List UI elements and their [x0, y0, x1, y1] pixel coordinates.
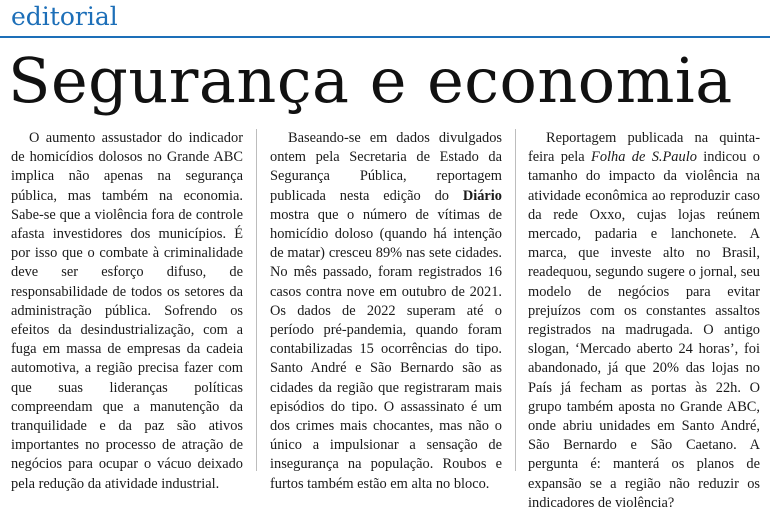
column-3-text-start: Reportagem publicada na quinta-feira pela	[528, 130, 760, 166]
column-2-paragraph	[270, 129, 502, 494]
section-divider	[0, 36, 770, 38]
column-divider-1	[256, 129, 257, 471]
column-2-text-end: mostra que o número de vítimas de homicídio doloso (quando há intenção de matar) cresceu 89% nas sete cidades. No mês passado, foram registrados 16 casos contra nove em outubro de 2021. Os dados de 2022 superam até o período pré-pandemia, quando foram contabilizadas 15 ocorrências do tipo. Santo André e São Bernardo são as cidades da região que registraram mais episódios do tipo. O assassinato é um dos crimes mais chocantes, mas não o único a impulsionar a sensação de insegurança na população. Roubos e furtos também estão em alta no bloco.	[270, 206, 502, 492]
column-2-text-start: Baseando-se em dados divulgados ontem pela Secretaria de Estado da Segurança Pública, reportagem publicada nesta edição do	[270, 130, 502, 204]
column-1-text: O aumento assustador do indicador de homicídios dolosos no Grande ABC implica não apenas na segurança pública, mas também na economia. Sabe-se que a violência fora de controle afasta investidores dos municípios. É por isso que o combate à criminalidade deve ser esforço difuso, de responsabilidade de todos os setores da administração pública. Sofrendo os efeitos da desindustrialização, com a fuga em massa de empresas da cadeia automotiva, a região precisa fazer com que suas lideranças políticas compreendam que a manutenção da tranquilidade e da paz são ativos importantes no processo de atração de negócios para ocupar o vácuo deixado pela redução da atividade industrial.	[11, 130, 243, 492]
article-column-1	[11, 129, 243, 494]
section-label: editorial	[11, 2, 118, 31]
column-3-paragraph	[528, 129, 760, 513]
source-name: Folha de S.Paulo	[591, 149, 697, 166]
column-divider-2	[515, 129, 516, 471]
article-column-3	[528, 129, 760, 513]
newspaper-name: Diário	[462, 187, 502, 204]
headline: Segurança e economia	[8, 44, 733, 117]
article-column-2	[270, 129, 502, 494]
column-3-text-end: indicou o tamanho do impacto da violência na atividade econômica ao reproduzir caso da rede Oxxo, cujas lojas reúnem mercado, padaria e lanchonete. A marca, que investe alto no Brasil, readequou, segundo sugere o jornal, seu modelo de negócios para evitar prejuízos com os constantes assaltos registrados na madrugada. O antigo slogan, ‘Mercado aberto 24 horas’, foi abandonado, já que 20% das lojas no País já fecham as portas às 22h. O grupo também aposta no Grande ABC, onde abriu unidades em Santo André, São Bernardo e São Caetano. A pergunta é: manterá os planos de expansão se a região não reduzir os indicadores de violência?	[528, 149, 760, 511]
